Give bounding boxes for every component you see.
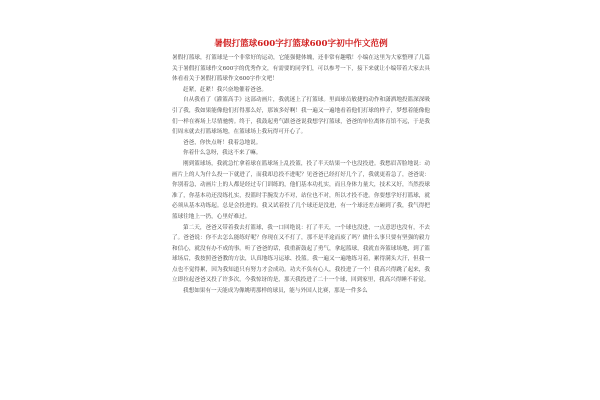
body-paragraph: 刚到篮球场，我就急忙拿着球在篮球场上乱投篮，投了半天结果一个也没投进。我愁眉苦脸地说：动画片上的人为什么投一下就进了，而我却总投不进呢？见爸爸已经打好几个了，我就更着急了，爸爸说：你别着急，动画片上的人都是经过专门训练的，他们基本功扎实，而且身体力量大，技术又好，当然投球准了，你基本功还没练扎实，投篮时手腕发力不对，站位也不对，所以才投不进。你要想学好打篮球，就必须从基本功练起。总是会投进的。我又试着投了几个球还是没进，有一个球还差点砸到了我，我气得把篮球往地上一扔，心里好难过。 xyxy=(172,160,430,220)
body-paragraph: 赶紧，赶紧！我兴奋地催着爸爸。 xyxy=(183,86,267,93)
body-paragraph: 你着什么急呀，我这不来了嘛。 xyxy=(183,150,262,157)
article xyxy=(172,38,430,400)
body-paragraph: 我想如果有一天能成为像姚明那样的球员，能与外国人比赛，那是一件多么 xyxy=(183,288,368,295)
intro-paragraph: 暑假打篮球，打篮球是一个非常好的运动，它能强健体魄，还非常有趣哦！小编在这里为大家整理了几篇关于暑假打篮球作文600字的优秀作文，有需要的同学们，可以参考一下，接下来就让小编带着大家去具体看看关于暑假打篮球作文600字作文吧！ xyxy=(172,55,430,83)
article-title: 暑假打篮球600字打篮球600字初中作文范例 xyxy=(214,39,388,49)
body-paragraph: 爸爸，你快点呀！我着急地说。 xyxy=(183,139,262,146)
body-paragraph: 自从我看了《灌篮高手》这部动画片，我就迷上了打篮球。里面球员敏捷的动作和潇洒地投篮深深吸引了我，我如果能像他们打得那么好，那该多好啊！我一遍又一遍地看着他们打球的样子，梦想着能像他们一样在赛场上尽情驰骋。终于，我鼓起勇气跟爸爸说我想学打篮球，爸爸的单位离体育馆不远，于是我们周末就去打篮球场地，在篮球场上我玩得可开心了。 xyxy=(172,97,430,136)
body-paragraph: 第二天，爸爸又带着我去打篮球，我一口回绝说：打了半天，一个球也没进，一点意思也没有，不去了。爸爸说：你不去怎么能练好呢？你现在又不打了，那不是半途而废了吗？做什么事只要有坚强的毅力和信心，就没有办不成的事。听了爸爸的话，我重新鼓起了勇气，拿起篮球，我就直奔篮球场地，到了篮球场后，我按照爸爸教的方法，认真地练习运球、投篮。我一遍又一遍地练习着，累得满头大汗，但我一点也不觉得累，因为我知道只有努力才会成功。功夫不负有心人，我投进了一个！我高兴得跳了起来，我立即拉起爸爸又投了许多次，今我惊讶的是，那天我投进了二十一个球，回到家里，我高兴得睡不着觉。 xyxy=(172,224,430,284)
